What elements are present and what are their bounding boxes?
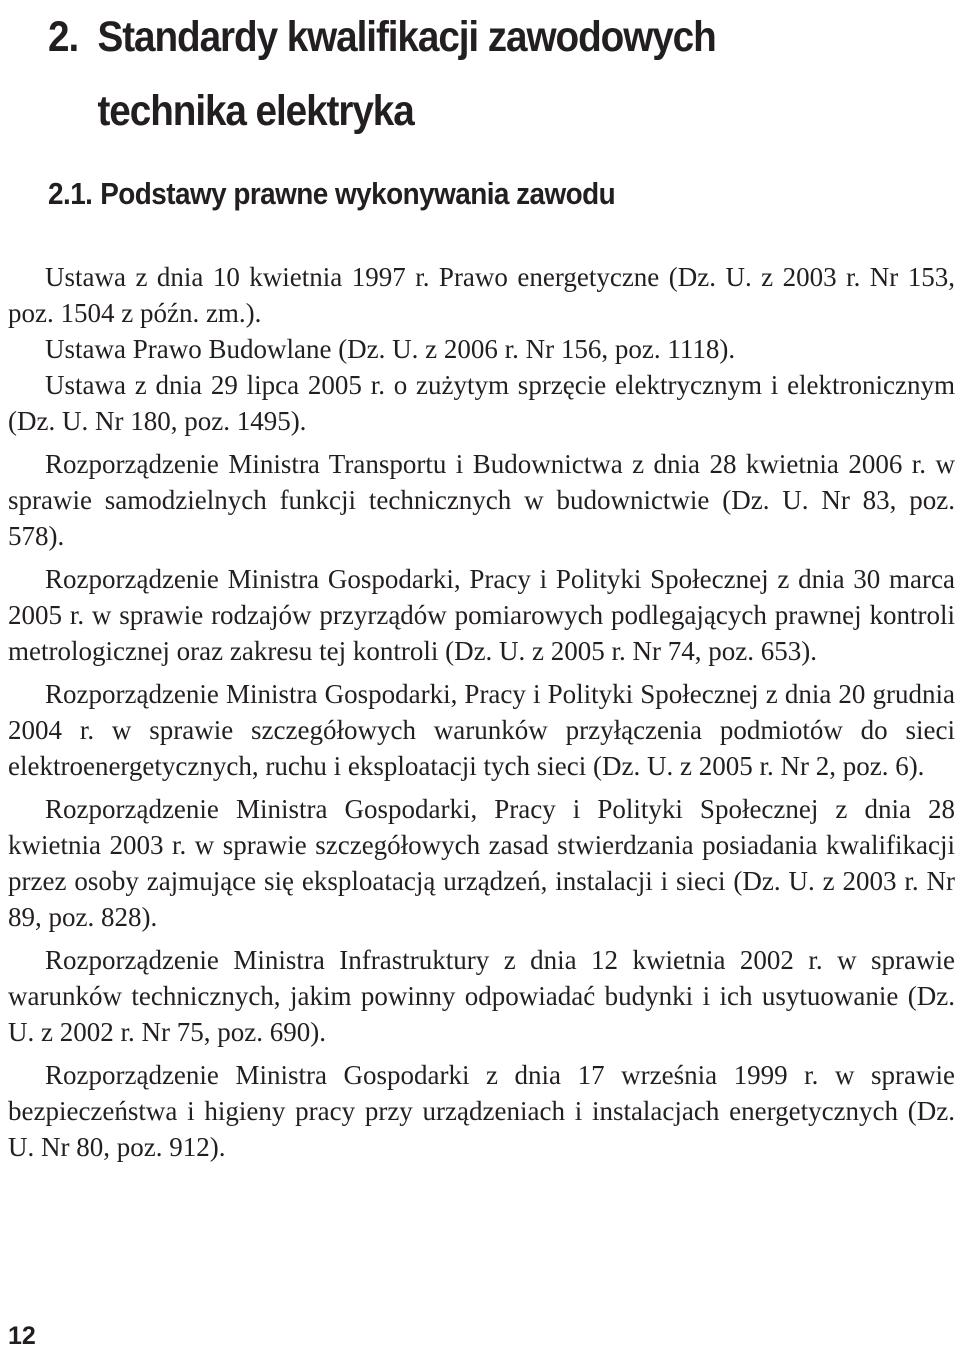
section-title: Podstawy prawne wykonywania zawodu <box>100 176 616 211</box>
chapter-title <box>48 0 840 148</box>
legal-basis-item: Ustawa z dnia 10 kwietnia 1997 r. Prawo energetyczne (Dz. U. z 2003 r. Nr 153, poz. 1504 z późn. zm.). <box>8 262 955 328</box>
section-heading <box>48 168 840 220</box>
legal-basis-item: Rozporządzenie Ministra Gospodarki, Pracy i Polityki Społecznej z dnia 20 grudnia 2004 r. w sprawie szczegółowych warunków przyłączenia podmiotów do sieci elektroenergetycznych, ruchu i eksploatacji tych sieci (Dz. U. z 2005 r. Nr 2, poz. 6). <box>8 679 955 781</box>
legal-basis-item: Ustawa Prawo Budowlane (Dz. U. z 2006 r. Nr 156, poz. 1118). <box>45 334 736 364</box>
page-number: 12 <box>8 1322 36 1350</box>
legal-basis-item: Rozporządzenie Ministra Infrastruktury z dnia 12 kwietnia 2002 r. w sprawie warunków technicznych, jakim powinny odpowiadać budynki i ich usytuowanie (Dz. U. z 2002 r. Nr 75, poz. 690). <box>8 945 955 1047</box>
legal-basis-item: Rozporządzenie Ministra Transportu i Budownictwa z dnia 28 kwietnia 2006 r. w sprawie samodzielnych funkcji technicznych w budownictwie (Dz. U. Nr 83, poz. 578). <box>8 449 955 551</box>
section-number: 2.1. <box>48 176 93 211</box>
legal-basis-item: Ustawa z dnia 29 lipca 2005 r. o zużytym sprzęcie elektrycznym i elektronicznym (Dz. U. Nr 180, poz. 1495). <box>8 370 955 436</box>
legal-basis-item: Rozporządzenie Ministra Gospodarki, Pracy i Polityki Społecznej z dnia 30 marca 2005 r. w sprawie rodzajów przyrządów pomiarowych podlegających prawnej kontroli metrologicznej oraz zakresu tej kontroli (Dz. U. z 2005 r. Nr 74, poz. 653). <box>8 564 955 666</box>
chapter-number: 2. <box>48 13 79 61</box>
chapter-title-line-2: technika elektryka <box>97 87 414 135</box>
legal-basis-item: Rozporządzenie Ministra Gospodarki, Pracy i Polityki Społecznej z dnia 28 kwietnia 2003 r. w sprawie szczegółowych zasad stwierdzania posiadania kwalifikacji przez osoby zajmujące się eksploatacją urządzeń, instalacji i sieci (Dz. U. z 2003 r. Nr 89, poz. 828). <box>8 794 955 932</box>
chapter-title-line-1: Standardy kwalifikacji zawodowych <box>97 13 716 61</box>
legal-bases-list <box>8 259 955 1165</box>
legal-basis-item: Rozporządzenie Ministra Gospodarki z dnia 17 września 1999 r. w sprawie bezpieczeństwa i higieny pracy przy urządzeniach i instalacjach energetycznych (Dz. U. Nr 80, poz. 912). <box>8 1060 955 1162</box>
